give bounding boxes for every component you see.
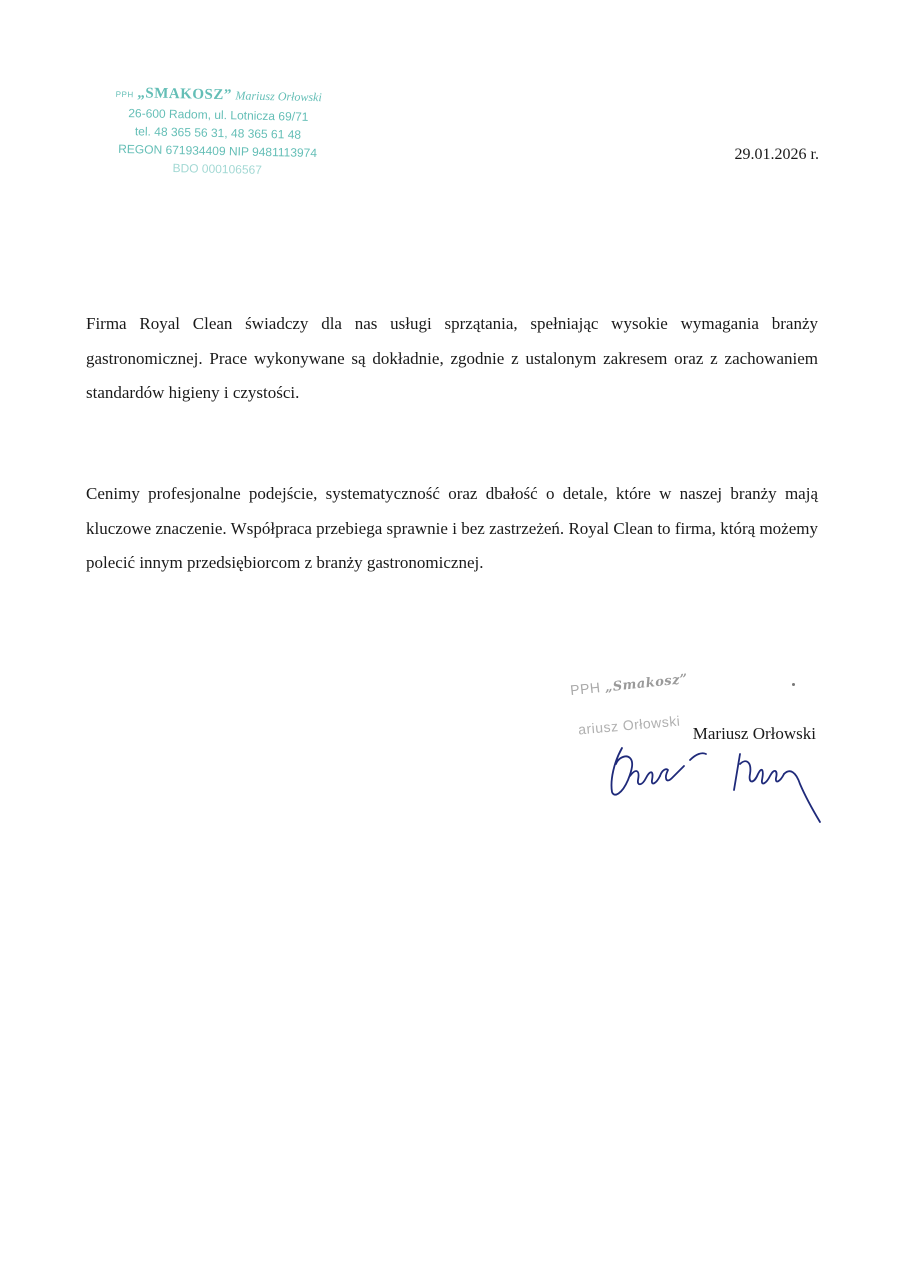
signature-stroke-7 (784, 771, 820, 822)
signature-stamp-script: „Smakosz” (604, 671, 689, 696)
signer-name: Mariusz Orłowski (692, 724, 816, 743)
stamp-pph: PPH (115, 89, 134, 100)
stamp-bdo: BDO 000106567 (172, 161, 263, 177)
signature-stamp-company (569, 670, 688, 699)
signature-stamp-name: ariusz Orłowski (577, 712, 681, 738)
signature-stroke-5 (734, 754, 740, 790)
stamp-ids: REGON 671934409 NIP 9481113974 (118, 141, 318, 161)
signature-stamp-prefix: PPH (569, 679, 602, 699)
stamp-address: 26-600 Radom, ul. Lotnicza 69/71 (128, 106, 309, 124)
ink-dot (792, 683, 795, 686)
company-stamp (87, 83, 349, 180)
stamp-brand: „SMAKOSZ” (137, 85, 233, 104)
signature-stroke-2 (630, 771, 660, 784)
stamp-owner: Mariusz Orłowski (235, 88, 322, 105)
signature-stroke-6 (740, 761, 784, 783)
body-paragraph-1: Firma Royal Clean świadczy dla nas usługi sprzątania, spełniając wysokie wymagania branży gastronomicznej. Prace wykonywane są dokładnie, zgodnie z ustalonym zakresem oraz z zachowaniem standardów higieny i czystości. (86, 314, 818, 402)
document-date: 29.01.2026 r. (734, 146, 819, 163)
handwritten-signature (600, 740, 830, 830)
signature-stroke-4 (690, 753, 706, 760)
stamp-phone: tel. 48 365 56 31, 48 365 61 48 (134, 124, 302, 142)
signature-stroke-3 (660, 766, 684, 780)
signature-stroke-1 (611, 748, 632, 795)
body-paragraph-2: Cenimy profesjonalne podejście, systematyczność oraz dbałość o detale, które w naszej branży mają kluczowe znaczenie. Współpraca przebiega sprawnie i bez zastrzeżeń. Royal Clean to firma, którą możemy polecić innym przedsiębiorcom z branży gastronomicznej. (86, 484, 818, 572)
